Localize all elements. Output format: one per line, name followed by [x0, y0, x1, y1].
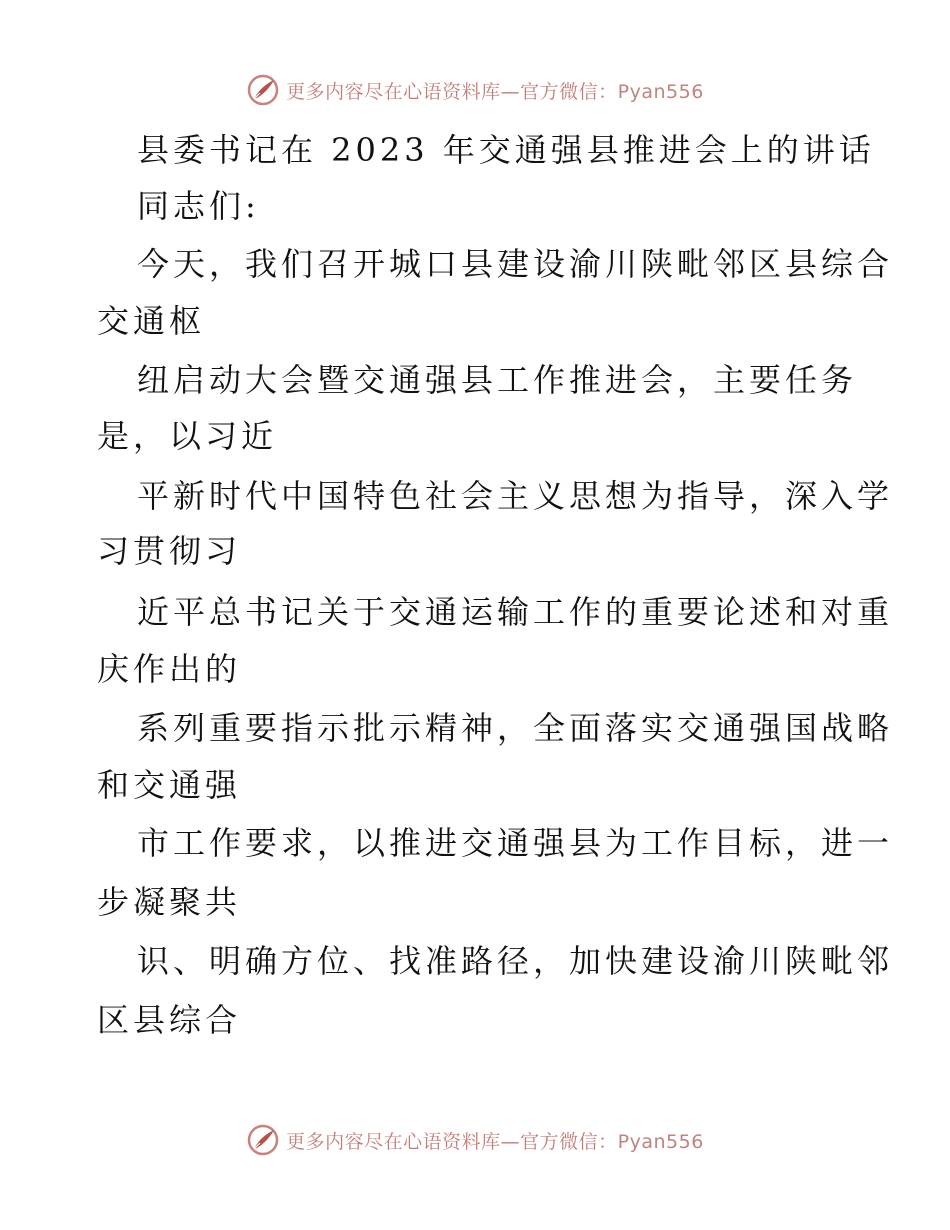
salutation: 同志们: [137, 187, 260, 225]
document-title: 县委书记在 2023 年交通强县推进会上的讲话 [137, 131, 875, 169]
paragraph-line: 纽启动大会暨交通强县工作推进会，主要任务 [137, 361, 858, 399]
paragraph-line: 识、明确方位、找准路径，加快建设渝川陕毗邻 [137, 942, 894, 980]
paragraph-line: 习贯彻习 [97, 532, 242, 570]
paragraph-line: 今天，我们召开城口县建设渝川陕毗邻区县综合 [137, 245, 894, 283]
quill-logo-icon [246, 73, 280, 107]
footer-watermark [0, 1120, 950, 1160]
quill-logo-icon [246, 1123, 280, 1157]
paragraph-line: 交通枢 [97, 302, 206, 340]
paragraph-line: 步凝聚共 [97, 883, 242, 921]
paragraph-line: 市工作要求，以推进交通强县为工作目标，进一 [137, 824, 894, 862]
paragraph-line: 系列重要指示批示精神，全面落实交通强国战略 [137, 709, 894, 747]
paragraph-line: 平新时代中国特色社会主义思想为指导，深入学 [137, 477, 894, 515]
watermark-text: 更多内容尽在心语资料库—官方微信：Pyan556 [286, 1130, 704, 1153]
paragraph-line: 是，以习近 [97, 417, 278, 455]
watermark-text: 更多内容尽在心语资料库—官方微信：Pyan556 [286, 80, 704, 103]
paragraph-line: 庆作出的 [97, 650, 242, 688]
header-watermark [0, 70, 950, 110]
paragraph-line: 近平总书记关于交通运输工作的重要论述和对重 [137, 593, 894, 631]
paragraph-line: 区县综合 [97, 1001, 242, 1039]
paragraph-line: 和交通强 [97, 766, 242, 804]
